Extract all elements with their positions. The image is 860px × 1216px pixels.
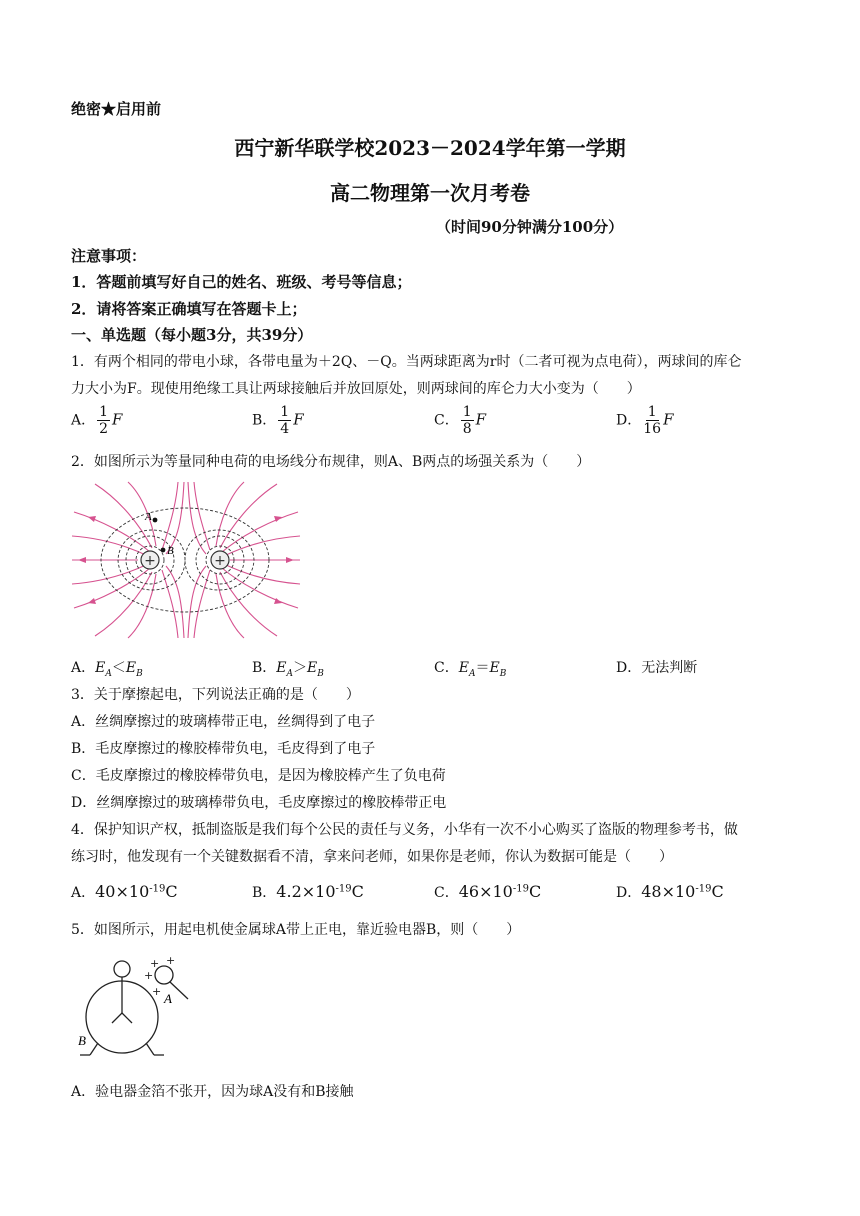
q2-option-b: B．$E_A>E_B$ xyxy=(252,660,324,679)
q4-stem-line2: 练习时，他发现有一个关键数据看不清，拿来问老师，如果你是老师，你认为数据可能是（ ） xyxy=(71,849,673,865)
q2-stem: 2．如图所示为等量同种电荷的电场线分布规律，则A、B两点的场强关系为（ ） xyxy=(71,454,591,470)
q4-option-a xyxy=(71,882,178,902)
note-item: 2．请将答案正确填写在答题卡上； xyxy=(71,300,307,318)
unit: C xyxy=(351,882,364,901)
point-a-dot xyxy=(153,518,158,523)
variable: F xyxy=(112,410,123,429)
mantissa: 46×10 xyxy=(458,882,513,901)
mantissa: 40×10 xyxy=(95,882,150,901)
q3-stem: 3．关于摩擦起电，下列说法正确的是（ ） xyxy=(71,687,360,703)
note-item: 1．答题前填写好自己的姓名、班级、考号等信息； xyxy=(71,273,412,291)
q3-option-b: B．毛皮摩擦过的橡胶棒带负电，毛皮得到了电子 xyxy=(71,741,376,757)
option-label: D． xyxy=(616,412,642,429)
denominator: 8 xyxy=(462,421,472,437)
numerator: 1 xyxy=(280,404,290,420)
option-label: B． xyxy=(252,412,277,429)
field-lines-figure xyxy=(70,480,302,640)
q4-option-d xyxy=(616,882,724,902)
q1-stem-line2: 力大小为F。现使用绝缘工具让两球接触后并放回原处，则两球间的库仑力大小变为（ ） xyxy=(71,381,641,397)
plus-sign: + xyxy=(144,969,154,982)
field-lines xyxy=(72,482,300,638)
q5-stem: 5．如图所示，用起电机使金属球A带上正电，靠近验电器B，则（ ） xyxy=(71,922,521,938)
q3-option-c: C．毛皮摩擦过的橡胶棒带负电，是因为橡胶棒产生了负电荷 xyxy=(71,768,446,784)
variable: F xyxy=(293,410,304,429)
exponent: -19 xyxy=(335,883,352,895)
exponent: -19 xyxy=(149,883,166,895)
q4-stem-line1: 4．保护知识产权，抵制盗版是我们每个公民的责任与义务，小华有一次不小心购买了盗版的物理参考书，做 xyxy=(71,822,738,838)
q4-option-b xyxy=(252,882,364,902)
fraction xyxy=(461,404,474,437)
numerator: 1 xyxy=(462,404,472,420)
denominator: 4 xyxy=(280,421,290,437)
plus-sign: + xyxy=(150,957,160,970)
point-b-label: B xyxy=(167,545,174,557)
q5-option-a: A．验电器金箔不张开，因为球A没有和B接触 xyxy=(71,1084,354,1100)
variable: F xyxy=(475,410,487,429)
q1-option-c xyxy=(434,404,486,437)
fraction xyxy=(643,404,661,437)
exponent: -19 xyxy=(512,883,529,895)
leaf-left xyxy=(112,1013,122,1023)
plus-sign: + xyxy=(152,985,162,998)
q4-option-c xyxy=(434,882,541,902)
insulating-handle xyxy=(170,982,188,999)
unit: C xyxy=(528,882,542,901)
q1-option-a xyxy=(71,404,122,437)
notes-heading: 注意事项： xyxy=(71,247,147,265)
variable: F xyxy=(663,410,674,429)
point-a-label: A xyxy=(145,511,152,523)
numerator: 1 xyxy=(99,404,109,420)
denominator: 2 xyxy=(99,421,109,437)
plus-sign: + xyxy=(214,553,226,569)
option-label: A． xyxy=(71,412,96,429)
option-label: C． xyxy=(434,885,459,901)
option-label: C． xyxy=(434,412,459,429)
leaf-right xyxy=(122,1013,132,1023)
unit: C xyxy=(165,882,178,901)
option-label: D． xyxy=(616,885,642,901)
positive-charge-right xyxy=(211,551,229,569)
plus-sign: + xyxy=(144,553,156,569)
electroscope-b-label: B xyxy=(78,1033,86,1048)
q3-option-d: D．丝绸摩擦过的玻璃棒带负电，毛皮摩擦过的橡胶棒带正电 xyxy=(71,795,447,811)
q1-option-b xyxy=(252,404,304,437)
denominator: 16 xyxy=(643,421,662,437)
q1-option-d xyxy=(616,404,673,437)
mantissa: 48×10 xyxy=(641,882,696,901)
numerator: 1 xyxy=(647,404,657,420)
q3-option-a: A．丝绸摩擦过的玻璃棒带正电，丝绸得到了电子 xyxy=(71,714,376,730)
time-note: （时间90分钟满分100分） xyxy=(436,218,624,236)
q2-option-d: D．无法判断 xyxy=(616,660,698,676)
q2-option-a: A．$E_A<E_B$ xyxy=(71,660,143,679)
point-b-dot xyxy=(161,548,166,553)
electroscope-top-ball xyxy=(114,961,130,977)
option-label: B． xyxy=(252,885,277,901)
q1-stem-line1: 1．有两个相同的带电小球，各带电量为＋2Q、－Q。当两球距离为r时（二者可视为点电荷），两球间的库仑 xyxy=(71,354,742,370)
fraction xyxy=(97,404,110,437)
unit: C xyxy=(711,882,724,901)
electroscope-figure xyxy=(74,955,204,1067)
school-title: 西宁新华联学校2023－2024学年第一学期 xyxy=(234,136,626,160)
section-heading: 一、单选题（每小题3分，共39分） xyxy=(71,326,313,344)
secret-mark: 绝密★启用前 xyxy=(71,100,162,118)
exponent: -19 xyxy=(695,883,712,895)
positive-charge-left xyxy=(141,551,159,569)
sphere-a-label: A xyxy=(164,991,172,1006)
q2-option-c: C．$E_A=E_B$ xyxy=(434,660,507,679)
fraction xyxy=(278,404,291,437)
exam-title: 高二物理第一次月考卷 xyxy=(330,181,530,205)
plus-sign: + xyxy=(166,955,176,967)
option-label: A． xyxy=(71,885,96,901)
mantissa: 4.2×10 xyxy=(276,882,336,901)
